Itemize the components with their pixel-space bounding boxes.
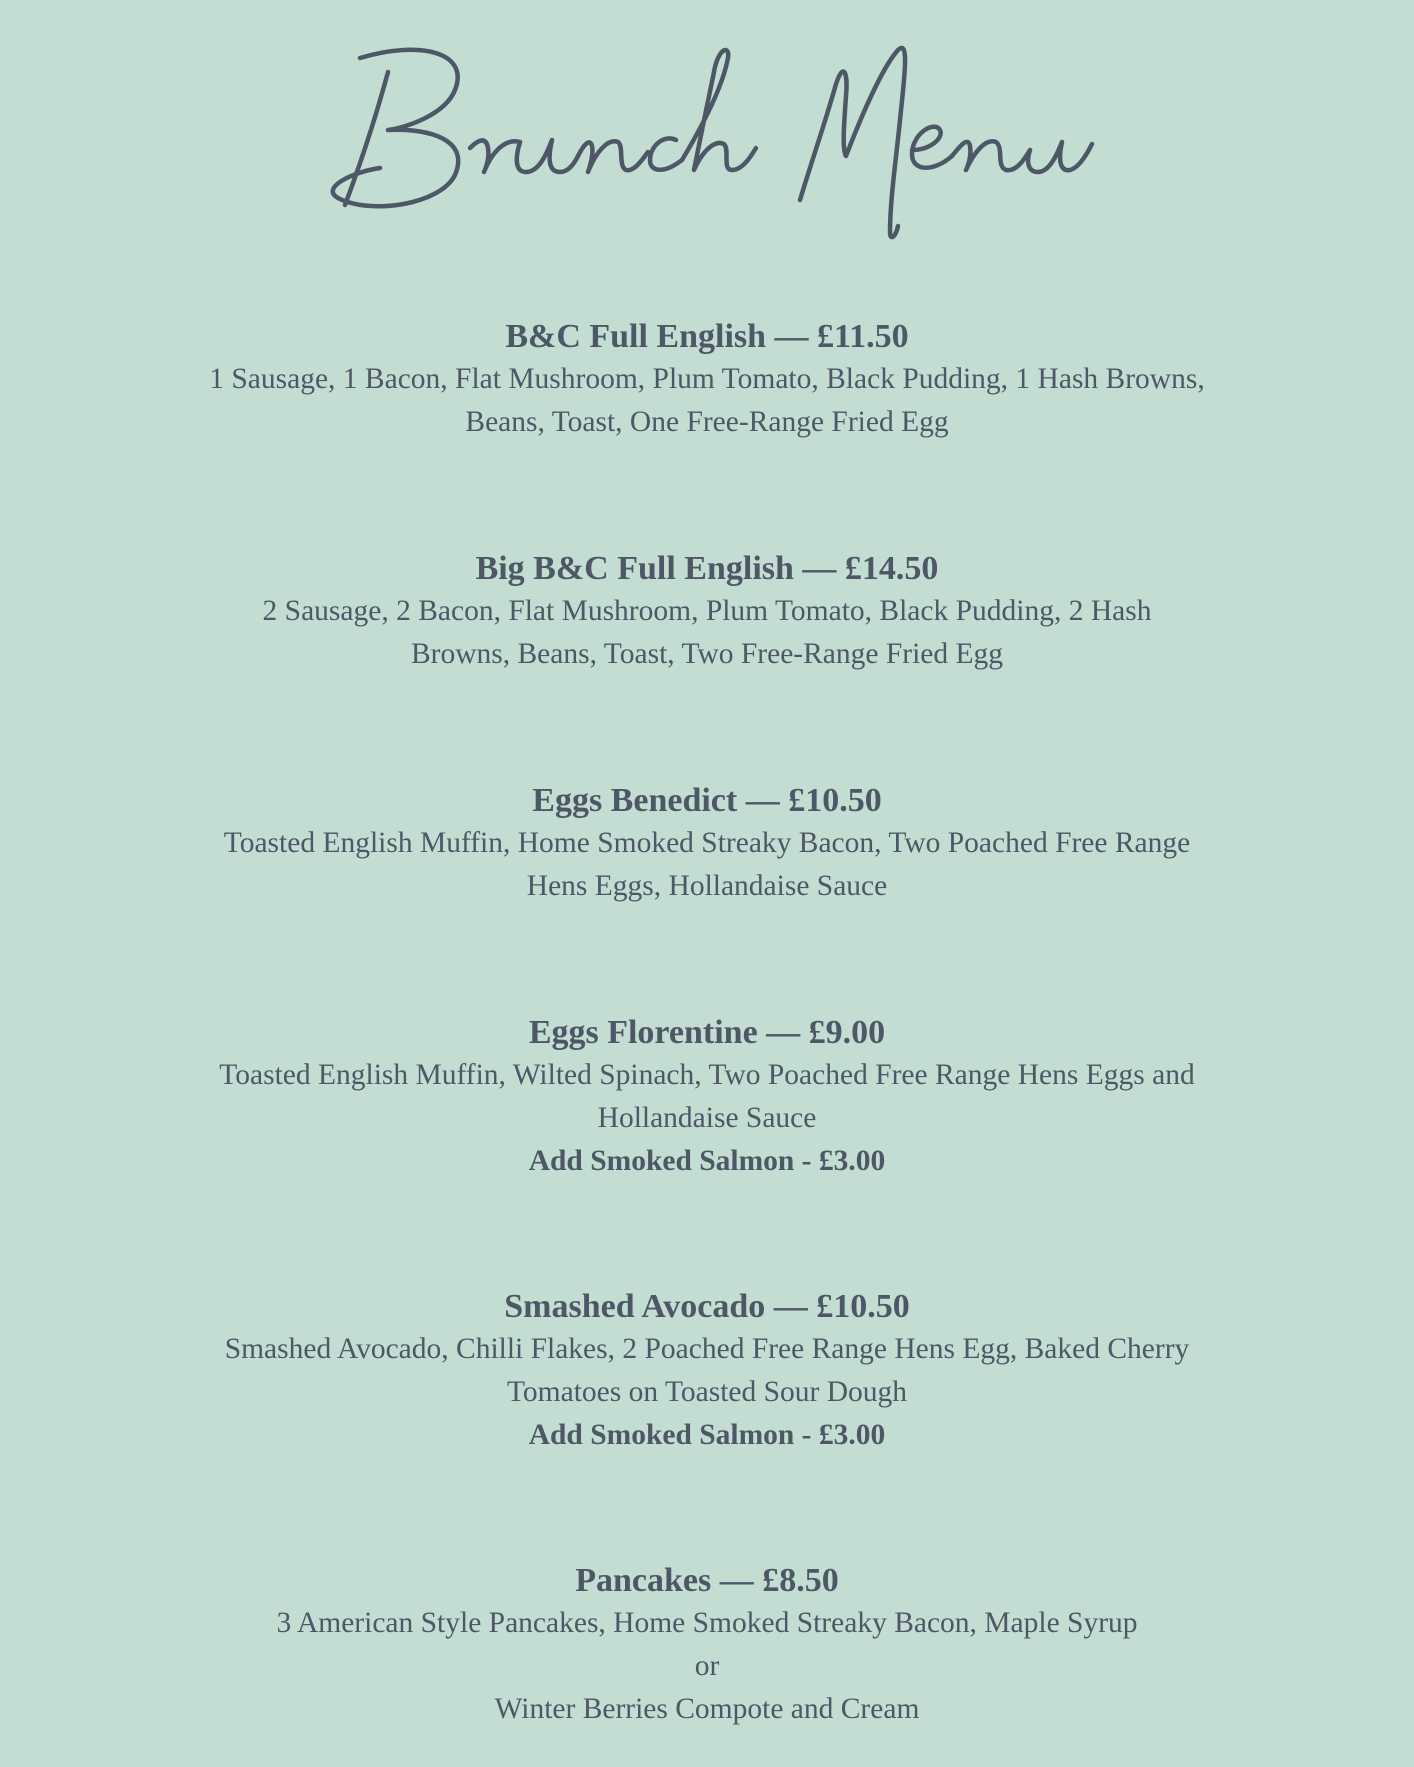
- menu-item-smashed-avocado: [110, 1285, 1304, 1457]
- item-description-line: Toasted English Muffin, Home Smoked Streaky Bacon, Two Poached Free Range: [223, 827, 1191, 859]
- menu-item-eggs-benedict: [110, 779, 1304, 908]
- item-heading: Pancakes — £8.50: [575, 1562, 839, 1599]
- menu-item-eggs-florentine: [110, 1011, 1304, 1183]
- item-description: [110, 358, 1304, 444]
- item-description-line: Winter Berries Compote and Cream: [494, 1693, 920, 1725]
- item-description: [110, 1602, 1304, 1731]
- script-title-graphic: [0, 0, 1414, 260]
- item-description-line: Browns, Beans, Toast, Two Free-Range Fried Egg: [410, 638, 1004, 670]
- item-description-line: 1 Sausage, 1 Bacon, Flat Mushroom, Plum Tomato, Black Pudding, 1 Hash Browns,: [209, 363, 1205, 395]
- item-heading: Big B&C Full English — £14.50: [475, 550, 939, 587]
- menu-item-big-full-english: [110, 547, 1304, 676]
- menu-item-pancakes: [110, 1559, 1304, 1731]
- item-heading: B&C Full English — £11.50: [505, 318, 909, 355]
- item-add-on: Add Smoked Salmon - £3.00: [528, 1145, 886, 1177]
- item-description: [110, 590, 1304, 676]
- item-heading: Eggs Florentine — £9.00: [528, 1014, 886, 1051]
- item-description-line: Toasted English Muffin, Wilted Spinach, Two Poached Free Range Hens Eggs and: [219, 1059, 1195, 1091]
- item-add-on: Add Smoked Salmon - £3.00: [528, 1419, 886, 1451]
- item-description-line: or: [694, 1650, 720, 1682]
- menu-title: [0, 0, 1414, 260]
- item-description-line: Smashed Avocado, Chilli Flakes, 2 Poached Free Range Hens Egg, Baked Cherry: [224, 1333, 1190, 1365]
- item-heading: Smashed Avocado — £10.50: [504, 1288, 910, 1325]
- item-description-line: Beans, Toast, One Free-Range Fried Egg: [465, 406, 949, 438]
- item-description-line: Hens Eggs, Hollandaise Sauce: [526, 870, 888, 902]
- item-description: [110, 822, 1304, 908]
- item-description-line: 3 American Style Pancakes, Home Smoked Streaky Bacon, Maple Syrup: [276, 1607, 1138, 1639]
- item-description-line: Hollandaise Sauce: [597, 1102, 817, 1134]
- item-heading: Eggs Benedict — £10.50: [532, 782, 882, 819]
- item-description-line: Tomatoes on Toasted Sour Dough: [506, 1376, 908, 1408]
- menu-item-full-english: [110, 315, 1304, 444]
- item-description-line: 2 Sausage, 2 Bacon, Flat Mushroom, Plum Tomato, Black Pudding, 2 Hash: [262, 595, 1152, 627]
- item-description: [110, 1328, 1304, 1414]
- item-description: [110, 1054, 1304, 1140]
